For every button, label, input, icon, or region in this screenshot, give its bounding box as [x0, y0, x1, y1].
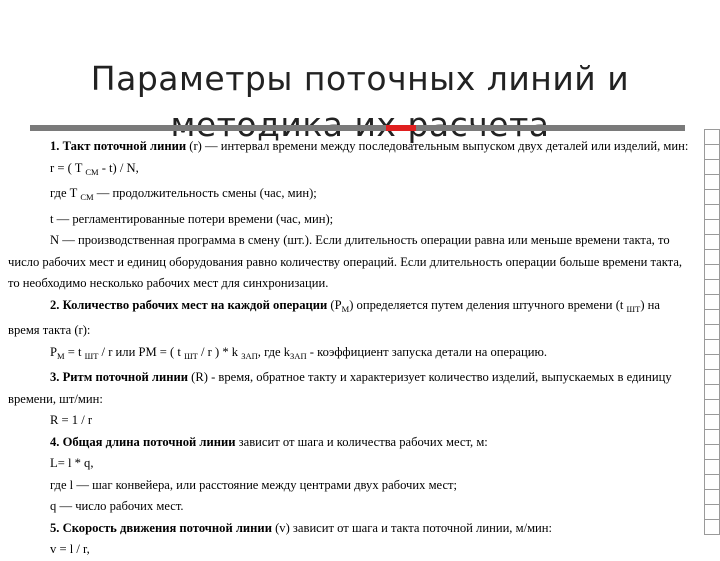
section-3-heading: 3. Ритм поточной линии [50, 370, 188, 384]
border-square [704, 459, 720, 475]
content-body [8, 136, 692, 561]
section-3-definition: 3. Ритм поточной линии (R) - время, обратное такту и характеризует количество изделий, выпускаемых в единицу времени, шт/мин: [8, 370, 672, 406]
border-square [704, 144, 720, 160]
section-1-where-n: N — производственная программа в смену (шт.). Если длительность операции равна или меньше времени такта, то число рабочих мест и единиц оборудования равно количеству операций. Если длительность операции больше времени такта, то необходимо несколько рабочих мест для синхронизации. [8, 233, 683, 290]
section-2-definition: 2. Количество рабочих мест на каждой операции $(P_М)$ определяется путем деления штучного времени (t $_{ШТ}$) на время такта (r): [8, 297, 660, 337]
border-square [704, 489, 720, 505]
section-4-where-l: где l — шаг конвейера, или расстояние между центрами двух рабочих мест; [50, 477, 458, 492]
section-4-definition: 4. Общая длина поточной линии зависит от шага и количества рабочих мест, м: [50, 434, 488, 449]
border-square [704, 249, 720, 265]
section-5-heading: 5. Скорость движения поточной линии [50, 520, 272, 535]
title-line-1: Параметры поточных линий и [90, 59, 630, 99]
border-square [704, 444, 720, 460]
section-1-heading: 1. Такт поточной линии [50, 139, 187, 153]
border-square [704, 369, 720, 385]
section-1-where-t: t — регламентированные потери времени (час, мин); [50, 211, 334, 226]
border-square [704, 414, 720, 430]
border-square [704, 279, 720, 295]
border-square [704, 234, 720, 250]
border-square [704, 219, 720, 235]
border-square [704, 519, 720, 535]
section-4-formula: L= l * q, [50, 456, 94, 470]
border-square [704, 429, 720, 445]
section-2-heading: 2. Количество рабочих мест на каждой операции [50, 297, 328, 312]
border-square [704, 309, 720, 325]
border-square [704, 204, 720, 220]
section-4-heading: 4. Общая длина поточной линии [50, 434, 236, 449]
border-square [704, 324, 720, 340]
border-square [704, 159, 720, 175]
section-4-where-q: q — число рабочих мест. [50, 499, 184, 513]
section-3-formula: R = 1 / r [50, 413, 93, 427]
section-1-where-t-sm: где T $_{СМ}$ — продолжительность смены (час, мин); [50, 186, 317, 202]
border-square [704, 129, 720, 145]
border-square [704, 174, 720, 190]
border-square [704, 264, 720, 280]
title-underline-accent [386, 125, 416, 131]
page-title [0, 56, 720, 148]
section-5-formula: v = l / r, [50, 542, 90, 556]
section-2-formula: $P_М = t$ $_{ШТ}$ / r или PM = ( t $_{ШТ}$ / r ) * k $_{ЗАП}$, где $k_{ЗАП}$ - коэффициент запуска детали на операцию. [50, 344, 548, 361]
border-square [704, 354, 720, 370]
title-underline [30, 125, 685, 131]
section-1-formula: r = ( T $_{СМ}$ - t) / N, [50, 160, 139, 177]
border-square [704, 384, 720, 400]
section-1-definition: 1. Такт поточной линии (r) — интервал времени между последовательным выпуском двух деталей или изделий, мин: [50, 139, 689, 153]
border-square [704, 474, 720, 490]
border-square [704, 504, 720, 520]
border-square [704, 294, 720, 310]
border-square [704, 399, 720, 415]
section-5-definition: 5. Скорость движения поточной линии (v) зависит от шага и такта поточной линии, м/мин: [50, 520, 553, 535]
border-square [704, 189, 720, 205]
border-square [704, 339, 720, 355]
